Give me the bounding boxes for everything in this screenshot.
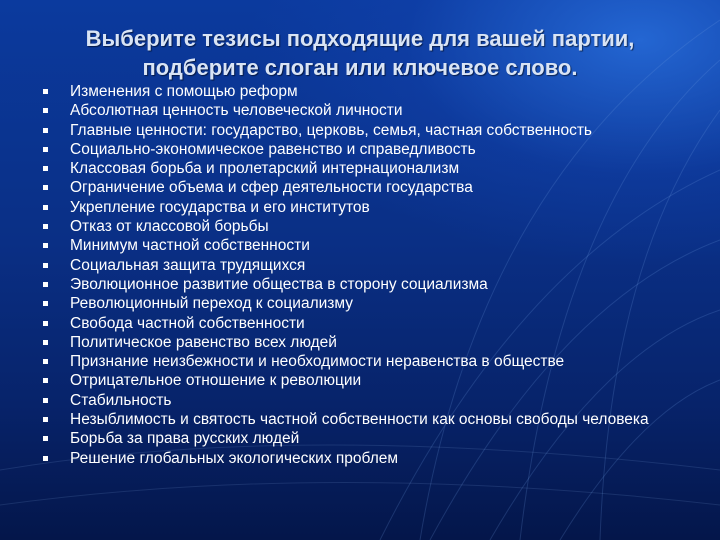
list-item-text: Минимум частной собственности xyxy=(70,237,310,255)
list-item-text: Революционный переход к социализму xyxy=(70,295,353,313)
list-item xyxy=(40,335,680,350)
list-item xyxy=(40,316,680,331)
list-item xyxy=(40,296,680,311)
list-item xyxy=(40,200,680,215)
list-item-text: Незыблимость и святость частной собственности как основы свободы человека xyxy=(70,411,649,429)
list-item-text: Укрепление государства и его институтов xyxy=(70,198,370,216)
square-bullet-icon xyxy=(43,243,48,248)
list-item-text: Ограничение объема и сфер деятельности государства xyxy=(70,179,473,197)
square-bullet-icon xyxy=(43,301,48,306)
list-item-text: Решение глобальных экологических проблем xyxy=(70,449,399,467)
list-item xyxy=(40,142,680,157)
square-bullet-icon xyxy=(43,340,48,345)
square-bullet-icon xyxy=(43,128,48,133)
list-item xyxy=(40,412,680,427)
list-item-text: Эволюционное развитие общества в сторону социализма xyxy=(70,275,488,293)
square-bullet-icon xyxy=(43,166,48,171)
square-bullet-icon xyxy=(43,456,48,461)
slide-title-line-1: Выберите тезисы подходящие для вашей партии, xyxy=(85,26,635,51)
list-item-text: Абсолютная ценность человеческой личности xyxy=(70,102,403,120)
list-item-text: Классовая борьба и пролетарский интернационализм xyxy=(70,160,460,178)
slide-title-line-2: подберите слоган или ключевое слово. xyxy=(142,55,578,80)
square-bullet-icon xyxy=(43,398,48,403)
list-item-text: Отказ от классовой борьбы xyxy=(70,218,269,236)
list-item-text: Отрицательное отношение к революции xyxy=(70,372,362,390)
square-bullet-icon xyxy=(43,417,48,422)
square-bullet-icon xyxy=(43,282,48,287)
list-item xyxy=(40,373,680,388)
list-item-text: Политическое равенство всех людей xyxy=(70,333,337,351)
list-item xyxy=(40,161,680,176)
square-bullet-icon xyxy=(43,436,48,441)
list-item-text: Признание неизбежности и необходимости неравенства в обществе xyxy=(70,353,565,371)
list-item-text: Главные ценности: государство, церковь, семья, частная собственность xyxy=(70,121,592,139)
list-item xyxy=(40,451,680,466)
list-item-text: Стабильность xyxy=(70,391,172,409)
list-item xyxy=(40,180,680,195)
list-item xyxy=(40,123,680,138)
list-item-text: Борьба за права русских людей xyxy=(70,430,300,448)
list-item-text: Социально-экономическое равенство и справедливость xyxy=(70,140,476,158)
list-item xyxy=(40,431,680,446)
list-item xyxy=(40,103,680,118)
square-bullet-icon xyxy=(43,263,48,268)
list-item xyxy=(40,354,680,369)
square-bullet-icon xyxy=(43,378,48,383)
list-item xyxy=(40,219,680,234)
square-bullet-icon xyxy=(43,147,48,152)
square-bullet-icon xyxy=(43,185,48,190)
list-item xyxy=(40,277,680,292)
slide-title xyxy=(30,24,690,82)
list-item xyxy=(40,84,680,99)
list-item-text: Свобода частной собственности xyxy=(70,314,305,332)
square-bullet-icon xyxy=(43,321,48,326)
list-item-text: Изменения с помощью реформ xyxy=(70,83,298,100)
list-item-text: Социальная защита трудящихся xyxy=(70,256,306,274)
list-item xyxy=(40,258,680,273)
square-bullet-icon xyxy=(43,89,48,94)
square-bullet-icon xyxy=(43,108,48,113)
theses-list xyxy=(40,84,680,470)
list-item xyxy=(40,238,680,253)
square-bullet-icon xyxy=(43,205,48,210)
list-item xyxy=(40,393,680,408)
square-bullet-icon xyxy=(43,224,48,229)
square-bullet-icon xyxy=(43,359,48,364)
